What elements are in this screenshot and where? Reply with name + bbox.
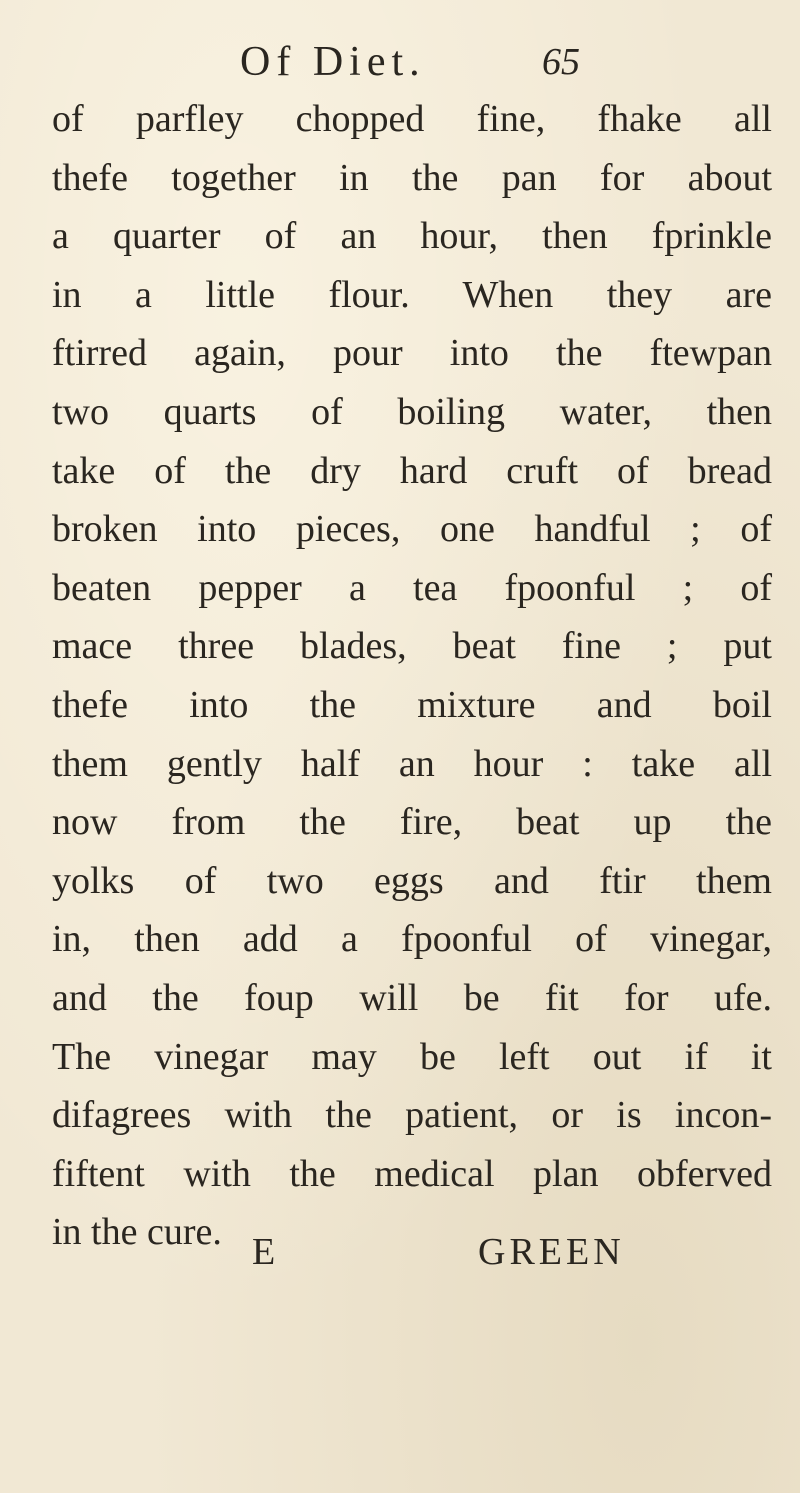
- text-line: ftirred again, pour into the ftewpan: [52, 332, 772, 375]
- page-number: 65: [542, 41, 580, 83]
- text-line: take of the dry hard cruft of bread: [52, 449, 772, 492]
- text-line: in a little flour. When they are: [52, 273, 772, 316]
- text-line: difagrees with the patient, or is incon-: [52, 1094, 772, 1137]
- text-line: in the cure.: [52, 1211, 222, 1254]
- text-line: The vinegar may be left out if it: [52, 1035, 772, 1078]
- catchword: GREEN: [478, 1231, 625, 1273]
- text-line: in, then add a fpoonful of vinegar,: [52, 918, 772, 961]
- text-line: beaten pepper a tea fpoonful ; of: [52, 566, 772, 609]
- text-line: fiftent with the medical plan obferved: [52, 1152, 772, 1195]
- text-line: them gently half an hour : take all: [52, 742, 772, 785]
- text-line: thefe into the mixture and boil: [52, 683, 772, 726]
- text-line: a quarter of an hour, then fprinkle: [52, 215, 772, 258]
- running-header: [240, 38, 580, 98]
- page-footer: [0, 1230, 800, 1290]
- running-title: Of Diet.: [240, 39, 426, 85]
- signature-mark: E: [252, 1231, 276, 1273]
- text-line: mace three blades, beat fine ; put: [52, 625, 772, 668]
- text-line: of parfley chopped fine, fhake all: [52, 98, 772, 140]
- text-line: broken into pieces, one handful ; of: [52, 508, 772, 551]
- text-line: now from the fire, beat up the: [52, 801, 772, 844]
- text-line: thefe together in the pan for about: [52, 156, 772, 199]
- text-line: two quarts of boiling water, then: [52, 390, 772, 433]
- body-text: [52, 90, 772, 1262]
- text-line: and the foup will be fit for ufe.: [52, 976, 772, 1019]
- text-line: yolks of two eggs and ftir them: [52, 859, 772, 902]
